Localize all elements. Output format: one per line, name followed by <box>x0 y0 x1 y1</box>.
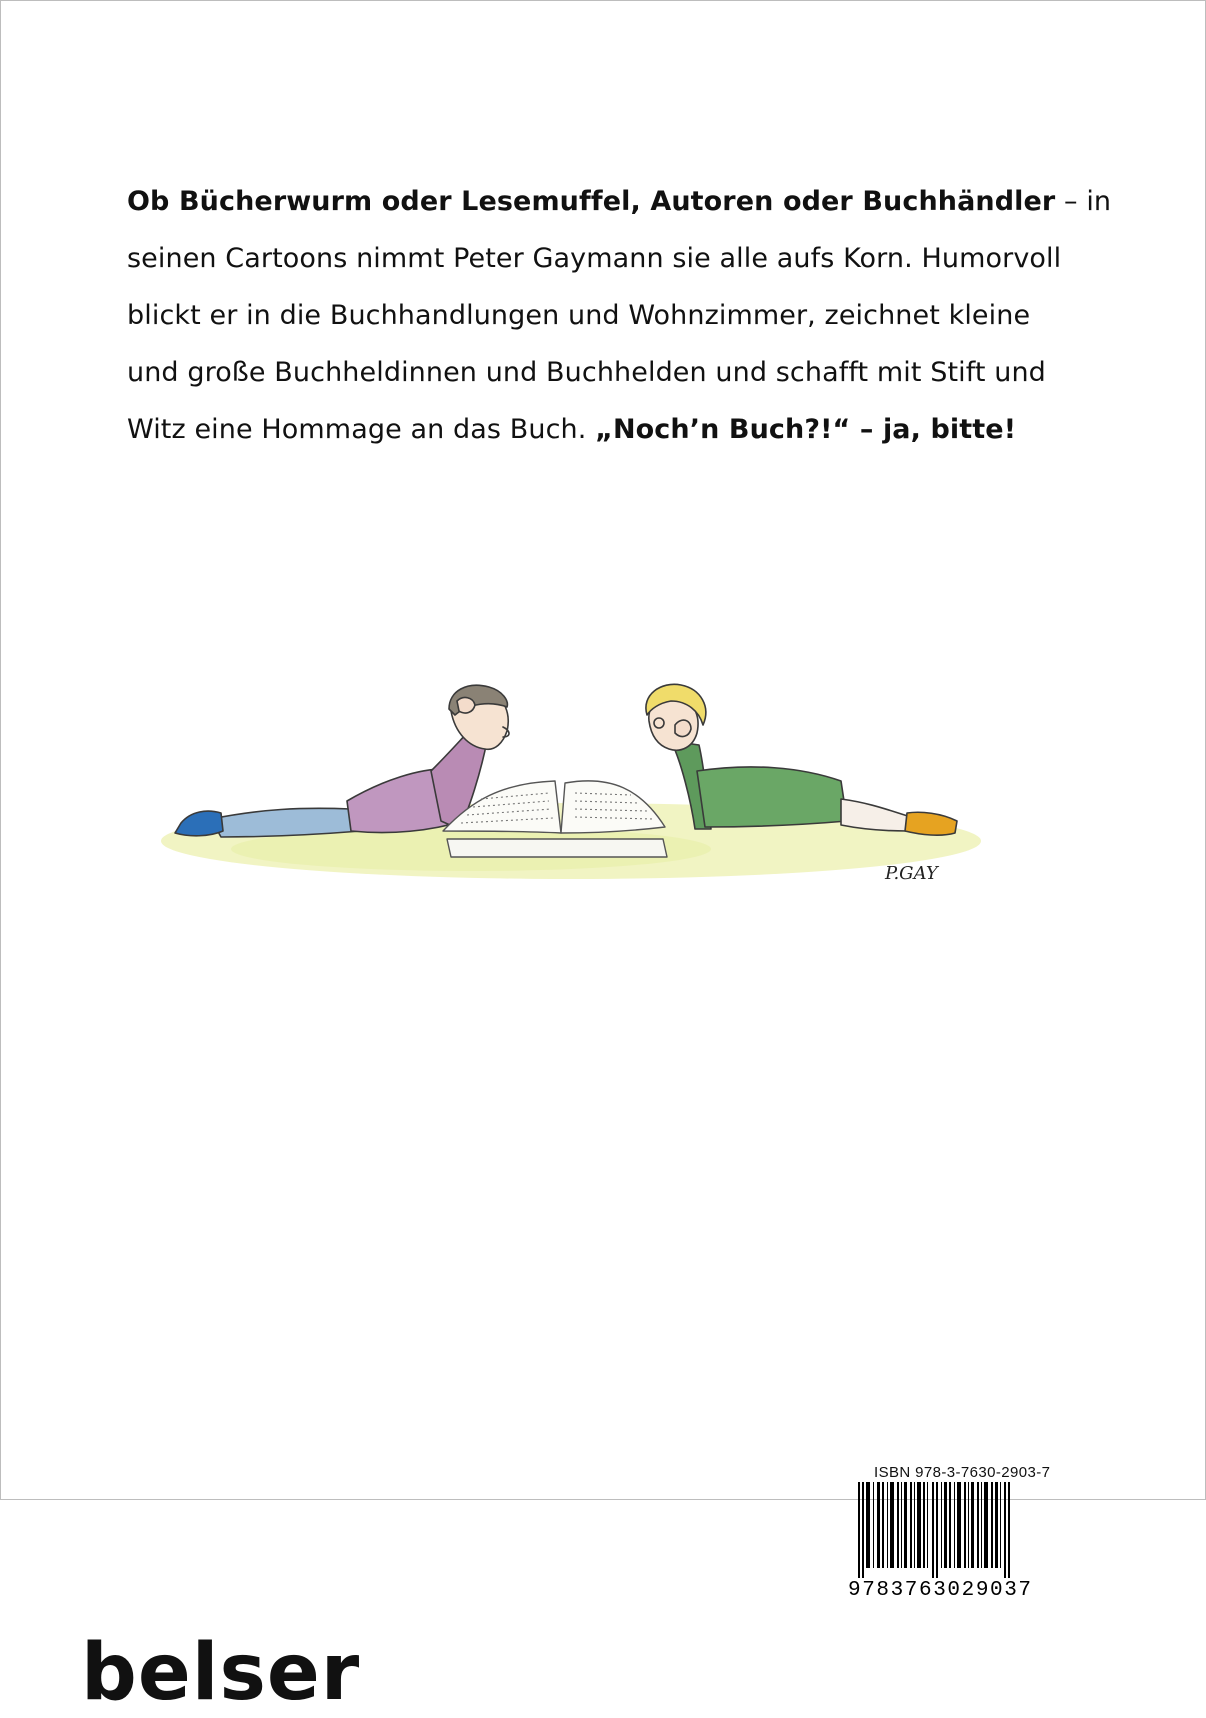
man-foot-sock <box>175 811 223 836</box>
barcode-bars <box>858 1482 1010 1578</box>
woman-hand <box>675 720 691 736</box>
man-legs <box>211 808 361 837</box>
man-figure <box>175 685 509 837</box>
woman-legs <box>841 799 911 831</box>
blurb-line-5-start: Witz eine Hommage an das Buch. <box>127 414 596 445</box>
blurb-line-5 <box>127 401 1087 458</box>
book-right-page <box>561 781 665 833</box>
artist-signature: P.GAY <box>885 863 938 884</box>
isbn-barcode <box>846 1482 1036 1600</box>
man-hand <box>457 698 475 713</box>
blurb-line-1-rest: – in <box>1055 186 1112 217</box>
blurb-line-1 <box>127 173 1112 230</box>
reading-cartoon-illustration <box>151 671 991 911</box>
woman-body <box>697 767 847 827</box>
woman-socks <box>905 812 957 835</box>
isbn-label: ISBN 978-3-7630-2903-7 <box>874 1464 1051 1481</box>
blurb-line-3: blickt er in die Buchhandlungen und Wohnzimmer, zeichnet kleine <box>127 300 1031 331</box>
open-book <box>443 781 667 857</box>
blurb-text <box>127 173 1112 458</box>
blurb-bold-intro: Ob Bücherwurm oder Lesemuffel, Autoren oder Buchhändler <box>127 186 1056 217</box>
publisher-logo: belser <box>81 1628 361 1718</box>
blurb-bold-outro: „Noch’n Buch?!“ – ja, bitte! <box>595 414 1017 445</box>
barcode-digits: 9783763029037 <box>848 1579 1033 1602</box>
book-stack <box>447 839 667 857</box>
blurb-line-4: und große Buchheldinnen und Buchhelden und schafft mit Stift und <box>127 357 1046 388</box>
woman-figure <box>646 684 957 835</box>
blurb-line-2: seinen Cartoons nimmt Peter Gaymann sie alle aufs Korn. Humorvoll <box>127 243 1062 274</box>
